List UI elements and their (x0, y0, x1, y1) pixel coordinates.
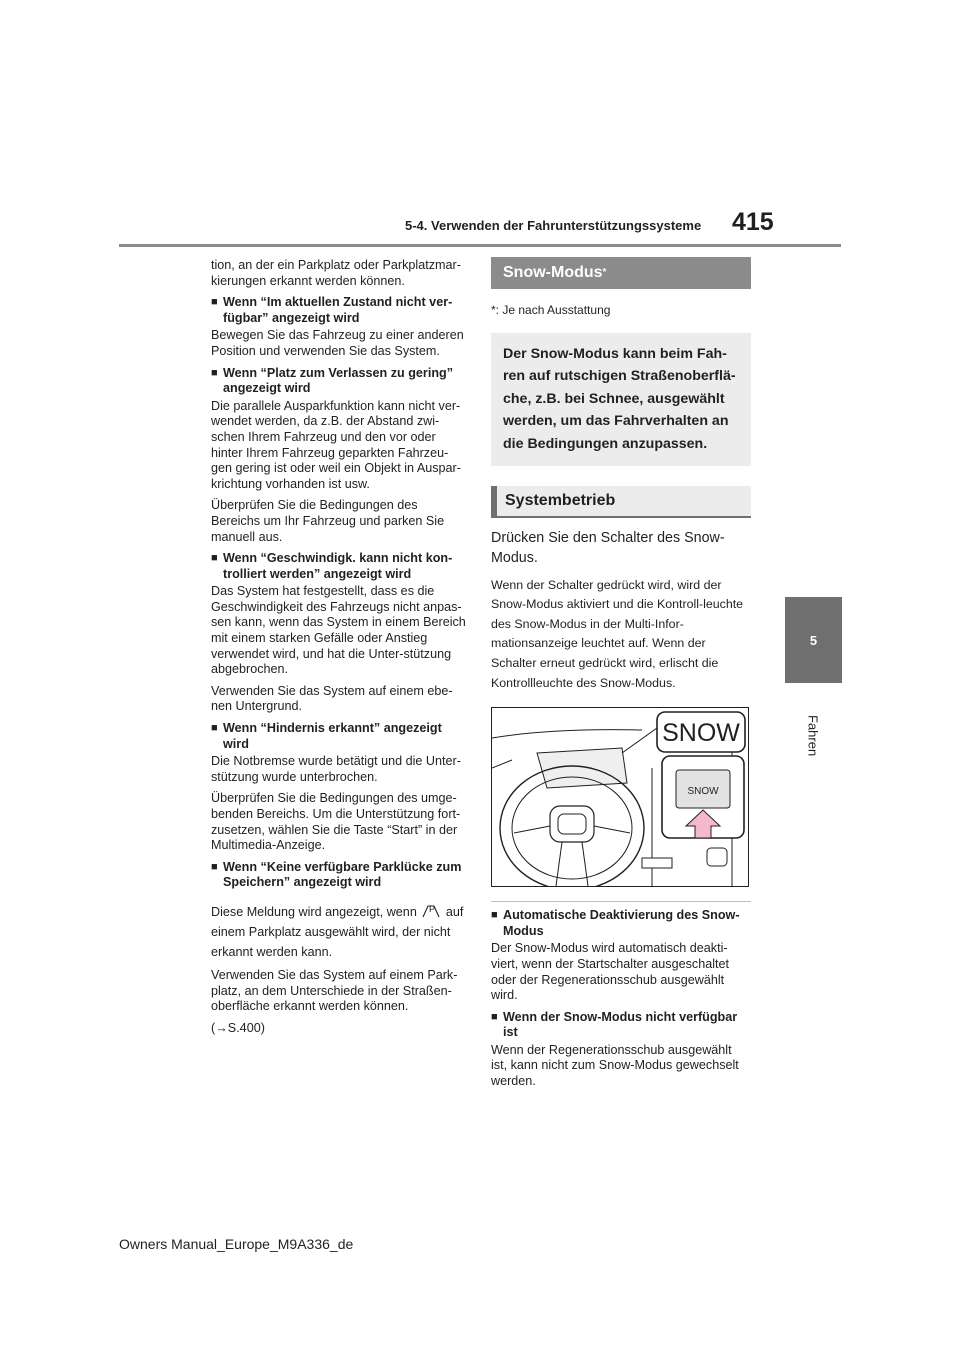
item-heading: Wenn der Snow-Modus nicht verfügbar ist (503, 1009, 738, 1040)
item-paragraph: Verwenden Sie das System auf einem ebe-nen Untergrund. (211, 683, 453, 714)
bullet-square-icon: ■ (491, 1010, 498, 1023)
item-block (211, 551, 467, 715)
item-paragraph: Die Notbremse wurde betätigt und die Unter-stützung wurde unterbrochen. (211, 754, 461, 784)
item-paragraph: Bewegen Sie das Fahrzeug zu einer anderen Position und verwenden Sie das System. (211, 328, 464, 358)
section-title: 5-4. Verwenden der Fahrunterstützungssysteme (405, 218, 702, 233)
item-heading: Wenn “Keine verfügbare Parklücke zum Speichern” angezeigt wird (223, 859, 462, 890)
bullet-square-icon: ■ (211, 296, 218, 309)
parking-space-icon (420, 901, 442, 919)
left-column (211, 258, 467, 1042)
snow-label-small: SNOW (687, 786, 719, 798)
item-heading: Automatische Deaktivierung des Snow-Modus (503, 908, 740, 938)
header-divider (119, 244, 841, 247)
item-block (211, 860, 467, 1037)
bullet-square-icon: ■ (211, 860, 218, 873)
footnote: *: Je nach Ausstattung (491, 303, 611, 317)
intro-text: tion, an der ein Parkplatz oder Parkplatzmar-kierungen erkannt werden können. (211, 258, 461, 288)
bullet-square-icon: ■ (211, 366, 218, 379)
heading-text: Systembetrieb (505, 491, 616, 509)
chapter-label: Fahren (805, 715, 821, 757)
item-paragraph: Verwenden Sie das System auf einem Park-platz, an dem Unterschiede in der Straßen-oberfläche erkannt werden können. (211, 967, 458, 1014)
item-block (491, 908, 751, 1004)
text-span: auf (445, 904, 464, 919)
item-block (211, 366, 467, 546)
heading-text: Snow-Modus (503, 264, 603, 282)
item-paragraph: Überprüfen Sie die Bedingungen des Bereichs um Ihr Fahrzeug und parken Sie manuell aus. (211, 498, 445, 544)
item-paragraph (211, 901, 467, 962)
body-text: Wenn der Schalter gedrückt wird, wird der Snow-Modus aktiviert und die Kontroll-leuchte des Snow-Modus in der Multi-Infor-mationsanzeige leuchtet auf. Wenn der Schalter erneut gedrückt wird, erlischt die Kontrollleuchte des Snow-Modus. (491, 577, 744, 690)
dashboard-illustration (491, 707, 749, 887)
item-block (211, 295, 467, 359)
right-column (491, 257, 751, 1096)
chapter-number: 5 (809, 632, 818, 648)
text-span: einem Parkplatz ausgewählt wird, der nicht erkannt werden kann. (211, 924, 451, 959)
item-heading: Wenn “Im aktuellen Zustand nicht ver-fügbar” angezeigt wird (223, 295, 453, 325)
snow-mode-heading (491, 257, 751, 289)
footer-text: Owners Manual_Europe_M9A336_de (119, 1236, 354, 1252)
bullet-square-icon: ■ (211, 722, 218, 735)
item-block (491, 1010, 751, 1090)
text-span: Diese Meldung wird angezeigt, wenn (211, 904, 417, 919)
item-heading: Wenn “Geschwindigk. kann nicht kon-trolliert werden” angezeigt wird (223, 551, 453, 581)
item-paragraph: Der Snow-Modus wird automatisch deakti-viert, wenn der Startschalter ausgeschaltet oder der Regenerationsschub ausgewählt wird. (491, 941, 730, 1003)
svg-text:P: P (429, 903, 436, 914)
lead-box: Der Snow-Modus kann beim Fah-ren auf rutschigen Straßenoberflä-che, z.B. bei Schnee, ausgewählt werden, um das Fahrverhalten an die Bedingungen anzupassen. (491, 333, 751, 466)
item-block (211, 721, 467, 854)
page-number: 415 (732, 208, 774, 236)
figure-divider (491, 901, 751, 902)
bullet-square-icon: ■ (491, 909, 498, 922)
dashboard-drawing (492, 708, 748, 886)
item-heading: Wenn “Platz zum Verlassen zu gering” angezeigt wird (223, 365, 454, 396)
page-reference-link[interactable]: (→S.400) (211, 1020, 265, 1035)
item-heading: Wenn “Hindernis erkannt” angezeigt wird (223, 721, 442, 751)
item-paragraph: Die parallele Ausparkfunktion kann nicht ver-wendet werden, da z.B. der Abstand zwi-schen Ihrem Fahrzeug und den vor oder hinter Ihrem Fahrzeug geparkten Fahrzeu-gen gering ist oder weil ein Objekt in Auspar-krichtung vorhanden ist usw. (211, 398, 461, 491)
instruction-text: Drücken Sie den Schalter des Snow-Modus. (491, 529, 725, 566)
bullet-square-icon: ■ (211, 552, 218, 565)
snow-label-large: SNOW (662, 719, 740, 748)
item-paragraph: Wenn der Regenerationsschub ausgewählt ist, kann nicht zum Snow-Modus gewechselt werden. (491, 1042, 739, 1089)
system-operation-heading (491, 486, 751, 518)
heading-asterisk: * (602, 267, 607, 279)
chapter-tab[interactable] (785, 597, 842, 683)
item-paragraph: Überprüfen Sie die Bedingungen des umge-benden Bereichs. Um die Unterstützung fort-zusetzen, wählen Sie die Taste “Start” in der Multimedia-Anzeige. (211, 791, 461, 853)
item-paragraph: Das System hat festgestellt, dass es die Geschwindigkeit des Fahrzeugs nicht anpas-sen kann, wenn das System in einem Bereich mit einem starken Gefälle oder Anstieg verwendet wird, und hat die Unter-stützung abgebrochen. (211, 584, 466, 677)
